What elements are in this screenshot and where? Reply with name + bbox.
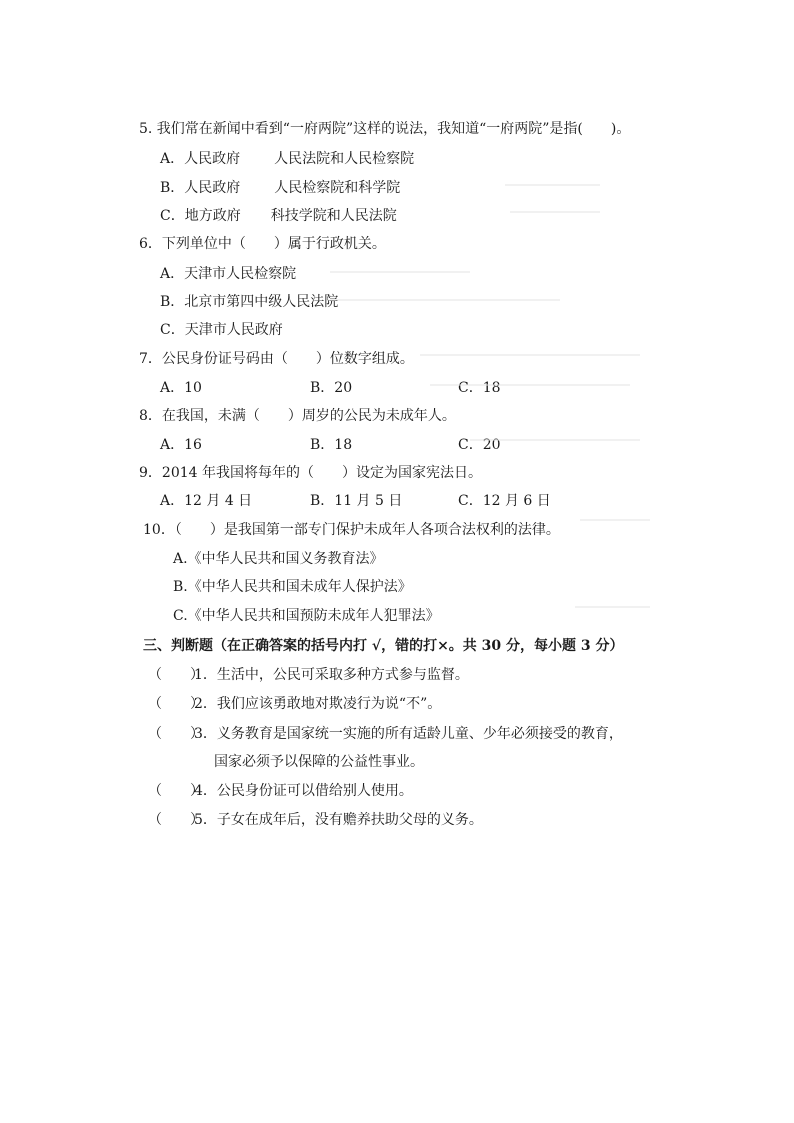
judge-4-paren: （ ） xyxy=(148,783,204,799)
option-label: C．地方政府 xyxy=(160,208,241,224)
question-8-stem: 8．在我国，未满（ ）周岁的公民为未成年人。 xyxy=(139,408,456,424)
judge-3-text: 3．义务教育是国家统一实施的所有适龄儿童、少年必须接受的教育， xyxy=(194,726,623,742)
option-label: A．人民政府 xyxy=(160,151,241,167)
option-text: 科技学院和人民法院 xyxy=(270,208,397,224)
judge-3-text-cont: 国家必须予以保障的公益性事业。 xyxy=(214,754,424,770)
judge-4-text: 4．公民身份证可以借给别人使用。 xyxy=(194,783,413,799)
question-6-stem: 6．下列单位中（ ）属于行政机关。 xyxy=(139,236,386,252)
question-8-option-c: C．20 xyxy=(458,437,501,453)
question-5-stem: 5. 我们常在新闻中看到“一府两院”这样的说法，我知道“一府两院”是指( )。 xyxy=(139,121,631,137)
question-10-stem: 10．（ ）是我国第一部专门保护未成年人各项合法权利的法律。 xyxy=(143,522,560,538)
judge-3-paren: （ ） xyxy=(148,726,204,742)
question-9-option-a: A．12 月 4 日 xyxy=(160,493,253,509)
question-6-option-a: A．天津市人民检察院 xyxy=(160,266,297,282)
question-10-option-a: A.《中华人民共和国义务教育法》 xyxy=(173,551,384,567)
question-10-option-c: C.《中华人民共和国预防未成年人犯罪法》 xyxy=(173,608,440,624)
question-9-option-c: C．12 月 6 日 xyxy=(458,493,551,509)
question-10-option-b: B.《中华人民共和国未成年人保护法》 xyxy=(173,579,412,595)
judge-5-text: 5．子女在成年后，没有赡养扶助父母的义务。 xyxy=(194,812,483,828)
question-9-option-b: B．11 月 5 日 xyxy=(310,493,403,509)
question-7-option-b: B．20 xyxy=(310,380,353,396)
section-3-title: 三、判断题（在正确答案的括号内打 √，错的打×。共 30 分，每小题 3 分） xyxy=(143,638,624,654)
question-8-option-b: B．18 xyxy=(310,437,353,453)
judge-1-paren: （ ） xyxy=(148,667,204,683)
question-7-option-c: C．18 xyxy=(458,380,501,396)
judge-2-text: 2．我们应该勇敢地对欺凌行为说“不”。 xyxy=(194,696,442,712)
question-7-stem: 7．公民身份证号码由（ ）位数字组成。 xyxy=(139,351,414,367)
question-6-option-c: C．天津市人民政府 xyxy=(160,322,283,338)
question-9-stem: 9．2014 年我国将每年的（ ）设定为国家宪法日。 xyxy=(139,465,482,481)
judge-1-text: 1．生活中，公民可采取多种方式参与监督。 xyxy=(194,667,469,683)
option-text: 人民检察院和科学院 xyxy=(274,180,401,196)
judge-5-paren: （ ） xyxy=(148,812,204,828)
option-label: B．人民政府 xyxy=(160,180,241,196)
question-7-option-a: A．10 xyxy=(160,380,202,396)
question-6-option-b: B．北京市第四中级人民法院 xyxy=(160,294,339,310)
judge-2-paren: （ ） xyxy=(148,696,204,712)
option-text: 人民法院和人民检察院 xyxy=(274,151,415,167)
question-8-option-a: A．16 xyxy=(160,437,202,453)
